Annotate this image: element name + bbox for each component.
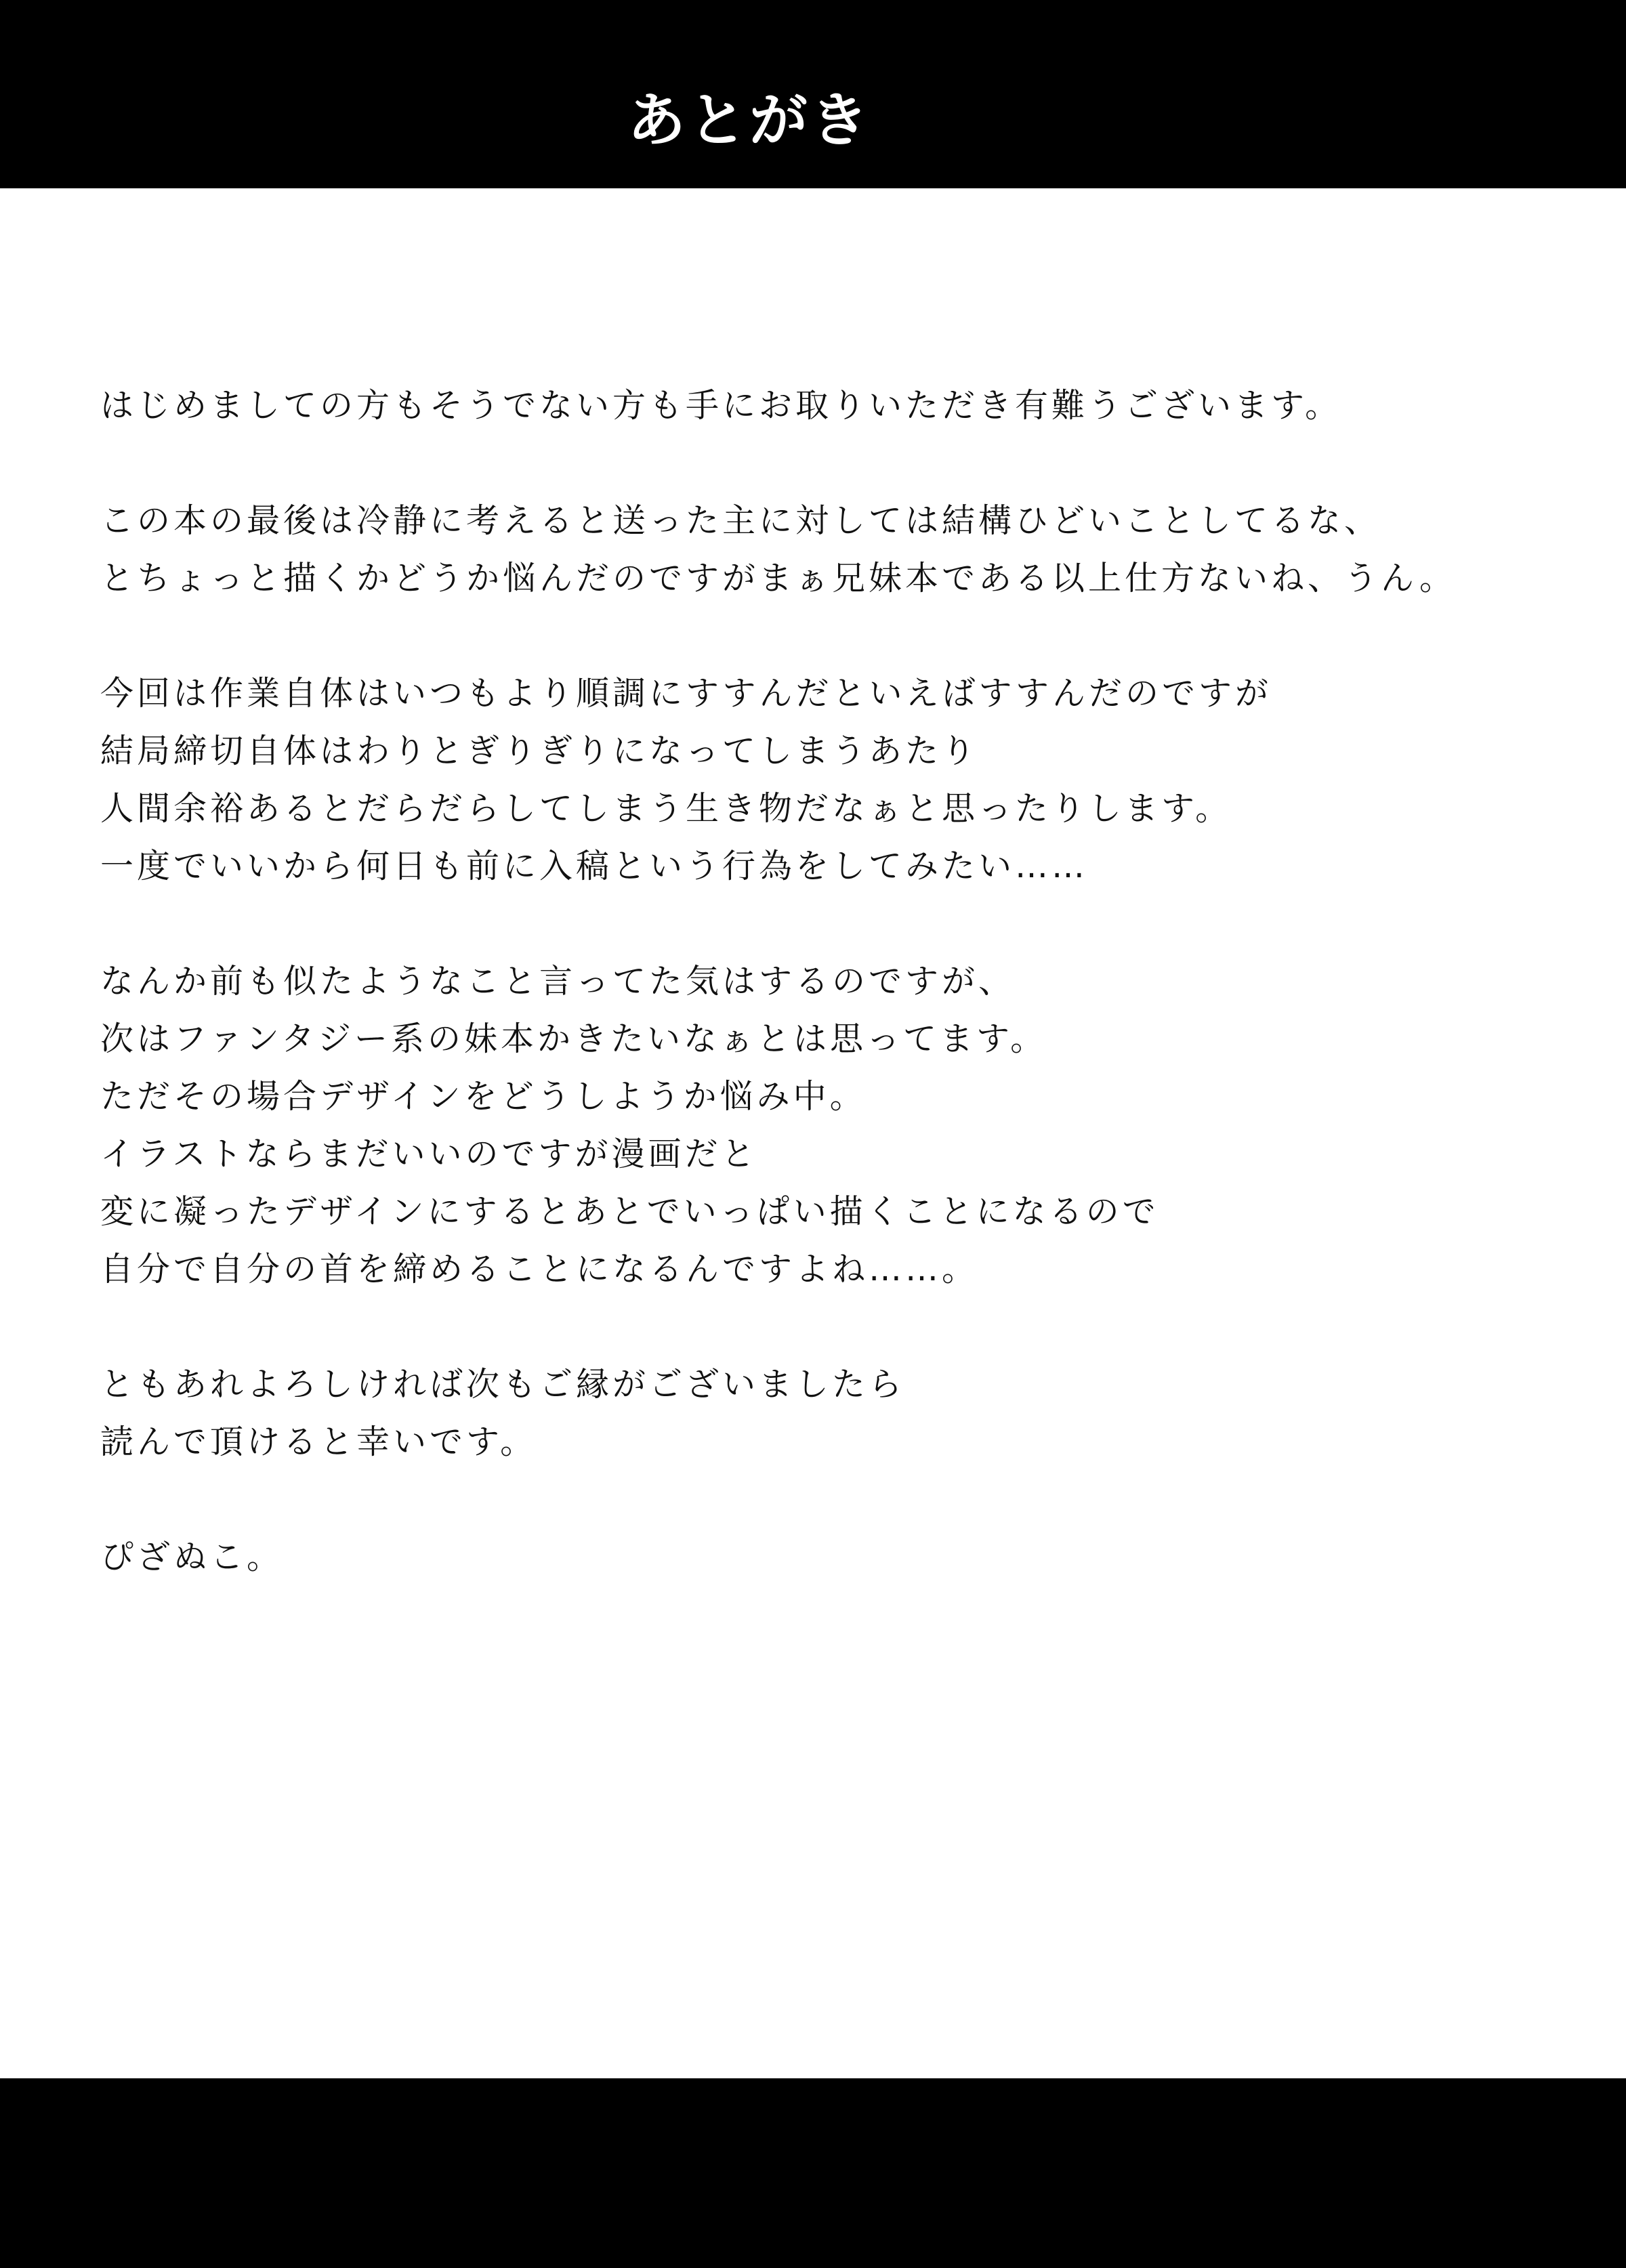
footer-band xyxy=(0,2078,1626,2268)
text-line: 変に凝ったデザインにするとあとでいっぱい描くことになるので xyxy=(100,1192,1159,1231)
paragraph-work xyxy=(100,665,1557,895)
text-line: なんか前も似たようなこと言ってた気はするのですが、 xyxy=(100,962,1016,1001)
text-line: 一度でいいから何日も前に入稿という行為をしてみたい…… xyxy=(100,847,1089,885)
paragraph-greeting xyxy=(100,377,1557,434)
paragraph-ending xyxy=(100,492,1557,607)
text-line: イラストならまだいいのですが漫画だと xyxy=(100,1135,758,1173)
text-line: とちょっと描くかどうか悩んだのですがまぁ兄妹本である以上仕方ないね、うん。 xyxy=(100,559,1456,597)
text-line: はじめましての方もそうでない方も手にお取りいただき有難うございます。 xyxy=(100,386,1342,425)
paragraph-signature xyxy=(100,1528,1557,1586)
paragraph-closing xyxy=(100,1356,1557,1471)
text-line: 読んで頂けると幸いです。 xyxy=(100,1423,537,1461)
author-signature: ぴざぬこ。 xyxy=(100,1538,284,1576)
text-line: 結局締切自体はわりとぎりぎりになってしまうあたり xyxy=(100,732,979,770)
page-title: あとがき xyxy=(627,87,871,154)
text-line: 人間余裕あるとだらだらしてしまう生き物だなぁと思ったりします。 xyxy=(100,789,1232,828)
paragraph-next xyxy=(100,952,1557,1298)
text-line: この本の最後は冷静に考えると送った主に対しては結構ひどいことしてるな、 xyxy=(100,501,1381,540)
text-line: 今回は作業自体はいつもより順調にすすんだといえばすすんだのですが xyxy=(100,674,1272,713)
afterword-body xyxy=(100,377,1557,1643)
text-line: 次はファンタジー系の妹本かきたいなぁとは思ってます。 xyxy=(100,1020,1047,1058)
text-line: ただその場合デザインをどうしようか悩み中。 xyxy=(100,1077,867,1116)
text-line: 自分で自分の首を締めることになるんですよね……。 xyxy=(100,1250,979,1288)
text-line: ともあれよろしければ次もご縁がございましたら xyxy=(100,1365,906,1404)
